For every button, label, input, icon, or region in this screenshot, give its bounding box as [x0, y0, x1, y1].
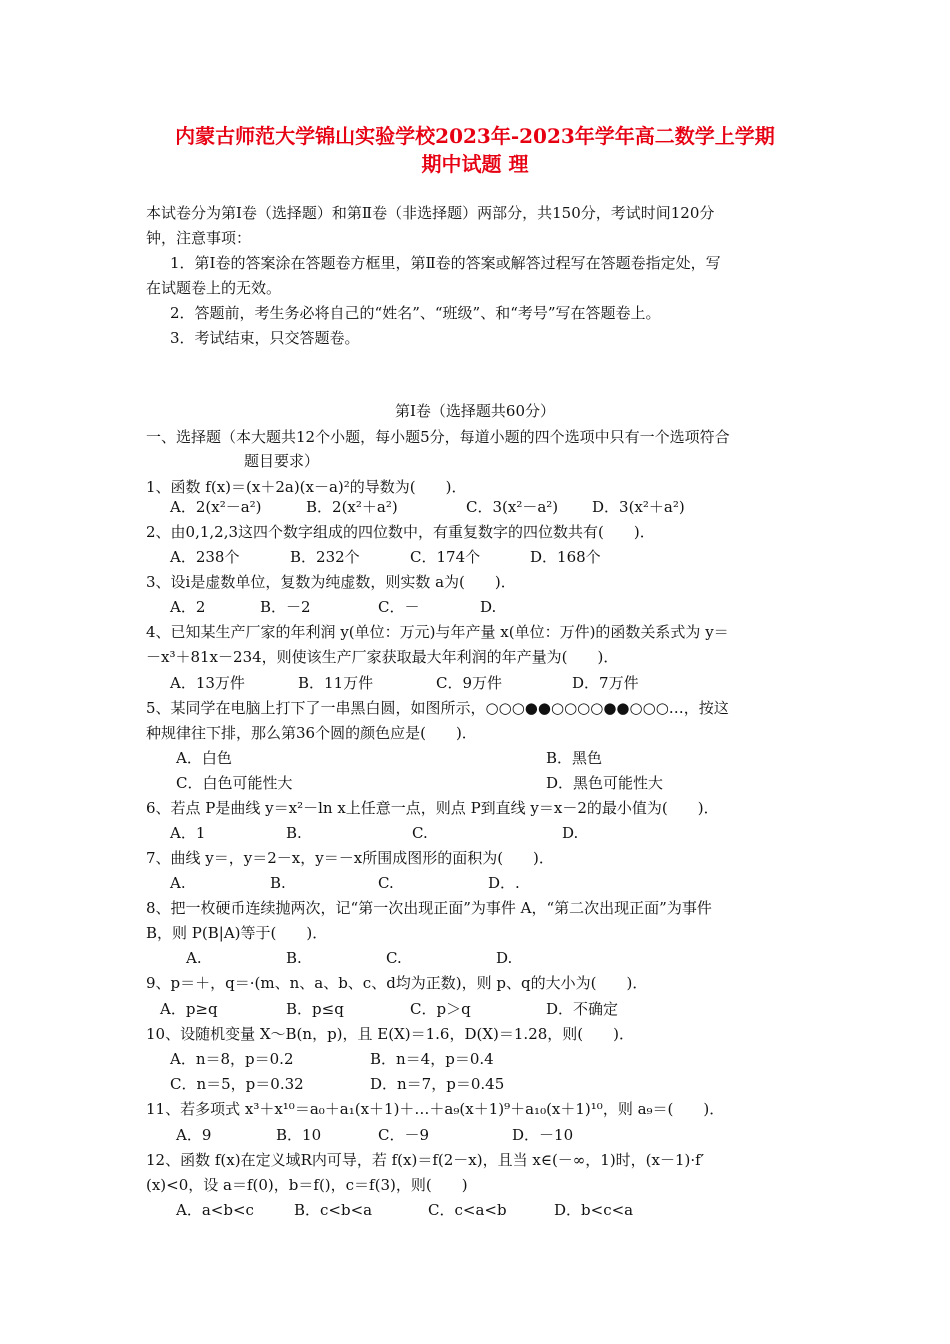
question-2-stem: 2、由0,1,2,3这四个数字组成的四位数中，有重复数字的四位数共有( )． [146, 523, 655, 541]
page-title: 内蒙古师范大学锦山实验学校2023年-2023年学年高二数学上学期 [175, 124, 775, 148]
question-4-option-d: D．7万件 [572, 674, 639, 692]
instruction-item-1: 1．第Ⅰ卷的答案涂在答题卷方框里，第Ⅱ卷的答案或解答过程写在答题卷指定处，写 [170, 254, 721, 272]
question-8-stem: 8、把一枚硬币连续抛两次，记“第一次出现正面”为事件 A，“第二次出现正面”为事件 [146, 899, 712, 917]
question-7-option-b: B. [270, 874, 286, 892]
question-6-option-b: B. [286, 824, 302, 842]
page-subtitle: 期中试题 理 [421, 152, 529, 176]
question-9-option-b: B．p≤q [286, 1000, 344, 1018]
question-1-option-a: A．2(x²－a²) [170, 498, 262, 516]
section-heading: 第Ⅰ卷（选择题共60分） [394, 402, 555, 420]
question-12-option-d: D．b<c<a [554, 1201, 634, 1219]
question-9-option-d: D．不确定 [546, 1000, 619, 1018]
question-3-option-c: C．－ [378, 598, 420, 616]
question-9-option-a: A．p≥q [160, 1000, 218, 1018]
section-part-heading-cont: 题目要求） [244, 452, 320, 470]
question-5-option-a: A．白色 [176, 749, 232, 767]
question-9-option-c: C．p＞q [410, 1000, 471, 1018]
question-3-option-b: B．－2 [260, 598, 311, 616]
question-10-option-c: C．n＝5，p＝0.32 [170, 1075, 304, 1093]
question-7-option-d: D．. [488, 874, 520, 892]
instructions-intro-cont: 钟，注意事项： [146, 229, 252, 247]
question-12-stem-cont: (x)<0，设 a＝f(0)，b＝f()，c＝f(3)，则( ) [146, 1176, 468, 1194]
question-5-option-c: C．白色可能性大 [176, 774, 293, 792]
question-4-option-b: B．11万件 [298, 674, 374, 692]
question-8-option-d: D. [496, 949, 513, 967]
question-4-stem-cont: －x³＋81x－234，则使该生产厂家获取最大年利润的年产量为( )． [146, 648, 619, 666]
question-1-option-d: D．3(x²＋a²) [592, 498, 685, 516]
question-1-option-b: B．2(x²＋a²) [306, 498, 398, 516]
question-4-stem: 4、已知某生产厂家的年利润 y(单位：万元)与年产量 x(单位：万件)的函数关系式为 y＝ [146, 623, 729, 641]
question-12-stem: 12、函数 f(x)在定义域R内可导，若 f(x)＝f(2－x)，且当 x∈(－∞，1)时，(x－1)·f′ [146, 1151, 705, 1169]
question-12-option-b: B．c<b<a [294, 1201, 373, 1219]
instruction-item-1-cont: 在试题卷上的无效。 [146, 279, 282, 297]
question-10-option-a: A．n＝8，p＝0.2 [170, 1050, 294, 1068]
question-12-option-a: A．a<b<c [176, 1201, 254, 1219]
question-8-stem-cont: B，则 P(B|A)等于( )． [146, 924, 328, 942]
instruction-item-2: 2．答题前，考生务必将自己的“姓名”、“班级”、和“考号”写在答题卷上。 [170, 304, 661, 322]
question-11-option-c: C．－9 [378, 1126, 430, 1144]
question-1-option-c: C．3(x²－a²) [466, 498, 559, 516]
question-10-option-d: D．n＝7，p＝0.45 [370, 1075, 505, 1093]
question-4-option-c: C．9万件 [436, 674, 503, 692]
question-6-option-d: D. [562, 824, 579, 842]
instructions-intro: 本试卷分为第Ⅰ卷（选择题）和第Ⅱ卷（非选择题）两部分，共150分，考试时间120分 [146, 204, 715, 222]
question-10-option-b: B．n＝4，p＝0.4 [370, 1050, 494, 1068]
question-2-option-d: D．168个 [530, 548, 601, 566]
section-part-heading: 一、选择题（本大题共12个小题，每小题5分，每道小题的四个选项中只有一个选项符合 [146, 428, 730, 446]
question-8-option-a: A. [186, 949, 202, 967]
question-6-stem: 6、若点 P是曲线 y＝x²－ln x上任意一点，则点 P到直线 y＝x－2的最小值为( )． [146, 799, 719, 817]
question-5-stem-cont: 种规律往下排，那么第36个圆的颜色应是( )． [146, 724, 477, 742]
question-9-stem: 9、p＝＋，q＝·(m、n、a、b、c、d均为正数)，则 p、q的大小为( )． [146, 974, 648, 992]
question-5-stem: 5、某同学在电脑上打下了一串黑白圆，如图所示，○○○●●○○○○●●○○○…，按这 [146, 699, 729, 717]
question-6-option-c: C. [412, 824, 428, 842]
question-5-option-b: B．黑色 [546, 749, 603, 767]
question-11-option-a: A．9 [176, 1126, 212, 1144]
question-3-stem: 3、设i是虚数单位，复数为纯虚数，则实数 a为( )． [146, 573, 516, 591]
question-1-stem: 1、函数 f(x)＝(x＋2a)(x－a)²的导数为( )． [146, 478, 467, 496]
question-2-option-a: A．238个 [170, 548, 240, 566]
question-11-option-b: B．10 [276, 1126, 322, 1144]
question-11-option-d: D．－10 [512, 1126, 574, 1144]
instruction-item-3: 3．考试结束，只交答题卷。 [170, 329, 360, 347]
question-5-option-d: D．黑色可能性大 [546, 774, 664, 792]
question-8-option-c: C. [386, 949, 402, 967]
question-11-stem: 11、若多项式 x³＋x¹⁰＝a₀＋a₁(x＋1)＋…＋a₉(x＋1)⁹＋a₁₀(x＋1)¹⁰，则 a₉＝( )． [146, 1100, 725, 1118]
question-6-option-a: A．1 [170, 824, 206, 842]
question-3-option-d: D. [480, 598, 497, 616]
question-10-stem: 10、设随机变量 X～B(n，p)，且 E(X)＝1.6，D(X)＝1.28，则( )． [146, 1025, 634, 1043]
question-7-option-c: C. [378, 874, 394, 892]
question-2-option-c: C．174个 [410, 548, 481, 566]
question-8-option-b: B. [286, 949, 302, 967]
question-12-option-c: C．c<a<b [428, 1201, 507, 1219]
question-3-option-a: A．2 [170, 598, 206, 616]
question-7-option-a: A. [170, 874, 186, 892]
question-7-stem: 7、曲线 y＝，y＝2－x，y＝－x所围成图形的面积为( )． [146, 849, 554, 867]
question-2-option-b: B．232个 [290, 548, 360, 566]
question-4-option-a: A．13万件 [170, 674, 245, 692]
